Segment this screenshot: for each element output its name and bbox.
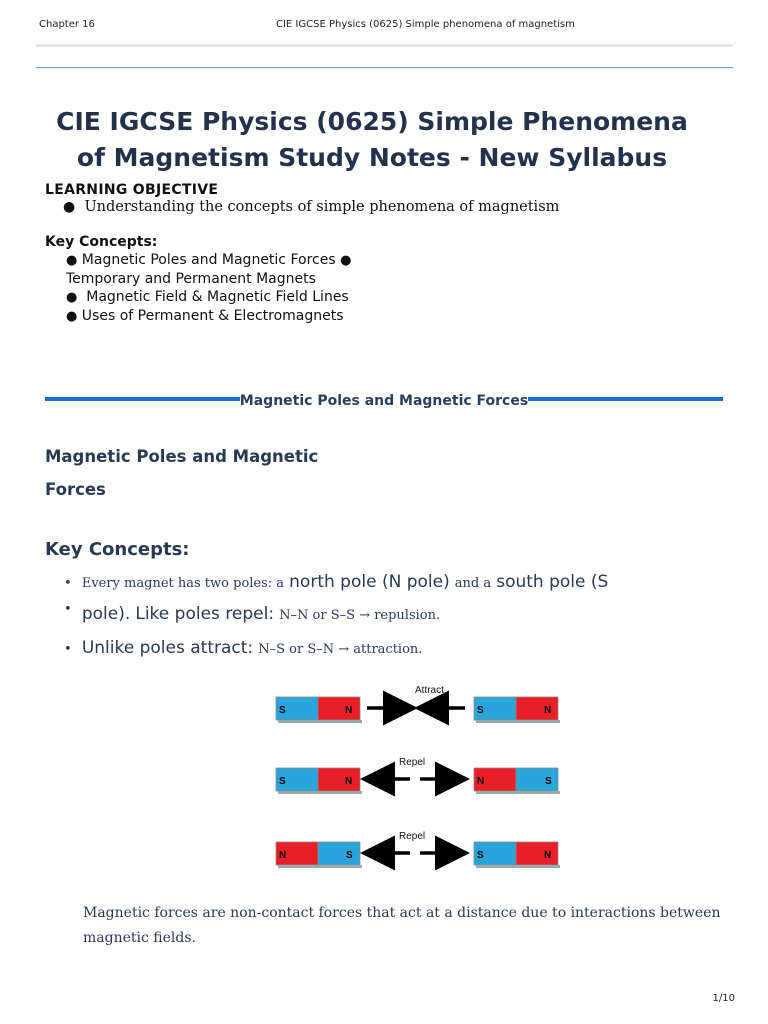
bullet-icon: • — [64, 576, 72, 591]
bullet-emphasis: Unlike poles attract: — [81, 638, 254, 658]
bullet-emphasis: south pole (S — [496, 572, 609, 592]
bullet-emphasis: pole). — [81, 604, 131, 624]
concept-bullet-2 — [64, 604, 704, 624]
key-concepts-heading: Key Concepts: — [45, 234, 158, 250]
bullet-icon: ● — [66, 290, 78, 305]
row-label: Attract — [415, 685, 444, 696]
bullet-icon: ● — [340, 253, 352, 268]
page-number: 1/10 — [712, 993, 735, 1004]
magnet-right-1 — [474, 697, 560, 723]
learning-objective-item — [63, 199, 559, 215]
page-title: CIE IGCSE Physics (0625) Simple Phenomena of Magnetism Study Notes - New Syllabus — [56, 107, 688, 172]
pole-label: N — [544, 850, 552, 861]
header-rule — [36, 67, 733, 68]
bullet-icon: ● — [63, 199, 76, 215]
pole-label: S — [545, 776, 552, 787]
concept-bullet-1 — [64, 572, 704, 592]
pole-label: S — [346, 850, 353, 861]
magnet-left-2 — [276, 768, 362, 794]
bullet-icon: • — [64, 602, 72, 617]
pole-label: S — [477, 850, 484, 861]
bullet-icon: • — [64, 642, 72, 657]
magnet-right-2 — [474, 768, 560, 794]
bullet-text: and a — [454, 576, 492, 591]
row-label: Repel — [399, 757, 426, 768]
bullet-text: N–S or S–N → attraction. — [258, 642, 423, 657]
bullet-text: Every magnet has two poles: a — [81, 576, 285, 591]
key-concept-item: Magnetic Field & Magnetic Field Lines — [86, 289, 349, 305]
body-paragraph: Magnetic forces are non-contact forces that act at a distance due to interactions between magnetic fields. — [83, 905, 721, 946]
magnet-diagram — [270, 680, 570, 870]
header-doc-title: CIE IGCSE Physics (0625) Simple phenomena of magnetism — [276, 19, 575, 30]
pole-label: N — [544, 705, 552, 716]
key-concept-item: Uses of Permanent & Electromagnets — [81, 308, 344, 324]
key-concepts-list — [66, 251, 356, 326]
key-concept-item: Magnetic Poles and Magnetic Forces — [81, 252, 336, 268]
pole-label: N — [345, 776, 353, 787]
concept-bullet-3 — [64, 638, 704, 658]
magnet-left-3 — [276, 842, 362, 868]
header-divider — [36, 44, 733, 47]
learning-objective-heading: LEARNING OBJECTIVE — [45, 182, 219, 198]
bullet-icon: ● — [66, 309, 78, 324]
section-label — [45, 390, 723, 409]
pole-label: N — [279, 850, 287, 861]
magnet-left-1 — [276, 697, 362, 723]
pole-label: S — [477, 705, 484, 716]
key-concept-item: Temporary and Permanent Magnets — [66, 271, 316, 287]
section-label-text: Magnetic Poles and Magnetic Forces — [239, 393, 529, 409]
section-heading: Magnetic Poles and Magnetic Forces — [45, 447, 319, 499]
pole-label: N — [477, 776, 485, 787]
pole-label: S — [279, 776, 286, 787]
bullet-text: N–N or S–S → repulsion. — [279, 608, 441, 623]
learning-objective-text: Understanding the concepts of simple phenomena of magnetism — [84, 199, 560, 215]
bullet-emphasis: Like poles repel: — [135, 604, 275, 624]
magnet-right-3 — [474, 842, 560, 868]
key-concepts-subheading: Key Concepts: — [45, 539, 190, 560]
pole-label: N — [345, 705, 353, 716]
row-label: Repel — [399, 831, 426, 842]
header-chapter: Chapter 16 — [39, 19, 95, 30]
bullet-icon: ● — [66, 253, 78, 268]
pole-label: S — [279, 705, 286, 716]
bullet-emphasis: north pole (N pole) — [289, 572, 450, 592]
